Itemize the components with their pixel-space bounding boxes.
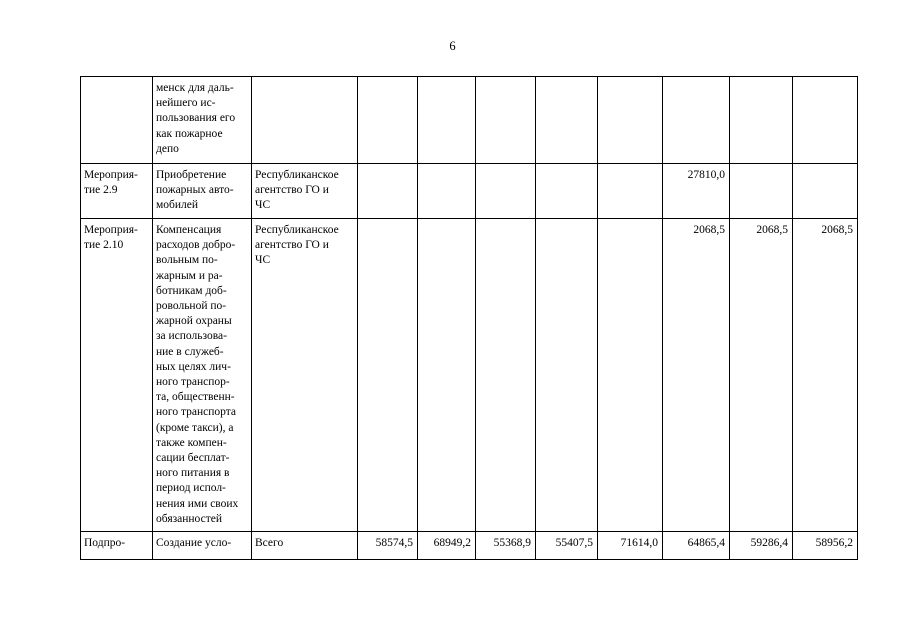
value-cell xyxy=(793,164,858,219)
cell-text-line: (кроме такси), а xyxy=(156,421,234,434)
cell-text-line: депо xyxy=(156,142,179,155)
measure-id-cell xyxy=(81,219,153,532)
cell-text-line: как пожарное xyxy=(156,127,223,140)
value-cell xyxy=(730,164,793,219)
measure-name-cell xyxy=(153,164,252,219)
value-cell: 2068,5 xyxy=(663,219,730,532)
cell-text-line: ного транспор- xyxy=(156,376,230,389)
cell-text-line: тие 2.10 xyxy=(84,239,124,252)
cell-text-line: Подпро- xyxy=(84,537,126,550)
program-table xyxy=(80,76,858,560)
measure-name-cell xyxy=(153,532,252,560)
value-cell: 55368,9 xyxy=(476,532,536,560)
cell-text-line: тие 2.9 xyxy=(84,184,118,197)
value-cell: 59286,4 xyxy=(730,532,793,560)
cell-text-line: ние в служеб- xyxy=(156,345,224,358)
value-cell xyxy=(476,219,536,532)
value-cell xyxy=(476,77,536,164)
value-cell xyxy=(663,77,730,164)
value-cell xyxy=(536,164,598,219)
cell-text-line: нейшего ис- xyxy=(156,97,216,110)
cell-text-line: та, общественн- xyxy=(156,391,235,404)
measure-name-cell xyxy=(153,77,252,164)
measure-id-cell xyxy=(81,164,153,219)
cell-text-line: мобилей xyxy=(156,199,199,212)
value-cell xyxy=(598,77,663,164)
cell-text-line: нения ими своих xyxy=(156,497,239,510)
executor-cell xyxy=(252,219,358,532)
table-row xyxy=(81,77,858,164)
cell-text-line: ботникам доб- xyxy=(156,284,227,297)
cell-text-line: ных целях лич- xyxy=(156,360,231,373)
cell-text-line: расходов добро- xyxy=(156,239,236,252)
executor-cell xyxy=(252,77,358,164)
cell-text-line: вольным по- xyxy=(156,254,218,267)
cell-text-line: ровольной по- xyxy=(156,300,227,313)
cell-text-line: жарной охраны xyxy=(156,315,232,328)
cell-text-line: агентство ГО и xyxy=(255,239,329,252)
value-cell xyxy=(476,164,536,219)
executor-cell xyxy=(252,532,358,560)
page-number: 6 xyxy=(449,39,456,53)
cell-text-line: Мероприя- xyxy=(84,169,138,181)
cell-text-line: пользования его xyxy=(156,112,236,125)
value-cell xyxy=(598,164,663,219)
value-cell xyxy=(536,77,598,164)
cell-text-line: ного питания в xyxy=(156,467,230,480)
value-cell xyxy=(536,219,598,532)
cell-text-line: сации бесплат- xyxy=(156,452,230,465)
cell-text-line: менск для даль- xyxy=(156,82,234,94)
cell-text-line: также компен- xyxy=(156,436,227,449)
cell-text-line: Всего xyxy=(255,537,284,550)
value-cell: 64865,4 xyxy=(663,532,730,560)
value-cell: 58956,2 xyxy=(793,532,858,560)
cell-text-line: обязанностей xyxy=(156,512,222,525)
cell-text-line: Республиканское xyxy=(255,224,339,236)
value-cell xyxy=(418,77,476,164)
value-cell xyxy=(358,219,418,532)
measure-id-cell xyxy=(81,532,153,560)
value-cell: 71614,0 xyxy=(598,532,663,560)
measure-id-cell xyxy=(81,77,153,164)
value-cell: 68949,2 xyxy=(418,532,476,560)
cell-text-line: агентство ГО и xyxy=(255,184,329,197)
value-cell: 27810,0 xyxy=(663,164,730,219)
executor-cell xyxy=(252,164,358,219)
cell-text-line: Мероприя- xyxy=(84,224,138,236)
cell-text-line: Компенсация xyxy=(156,224,222,236)
cell-text-line: пожарных авто- xyxy=(156,184,234,197)
value-cell xyxy=(598,219,663,532)
cell-text-line: Республиканское xyxy=(255,169,339,181)
cell-text-line: Приобретение xyxy=(156,169,227,181)
cell-text-line: за использова- xyxy=(156,330,227,343)
value-cell xyxy=(418,219,476,532)
value-cell xyxy=(730,77,793,164)
value-cell: 2068,5 xyxy=(793,219,858,532)
value-cell: 55407,5 xyxy=(536,532,598,560)
cell-text-line: ЧС xyxy=(255,254,271,267)
value-cell xyxy=(418,164,476,219)
cell-text-line: Создание усло- xyxy=(156,537,232,550)
cell-text-line: период испол- xyxy=(156,482,226,495)
cell-text-line: ного транспорта xyxy=(156,406,237,419)
cell-text-line: жарным и ра- xyxy=(156,269,223,282)
value-cell xyxy=(358,164,418,219)
table-row xyxy=(81,164,858,219)
measure-name-cell xyxy=(153,219,252,532)
cell-text-line: ЧС xyxy=(255,199,271,212)
table-row xyxy=(81,219,858,532)
value-cell: 58574,5 xyxy=(358,532,418,560)
value-cell: 2068,5 xyxy=(730,219,793,532)
value-cell xyxy=(358,77,418,164)
value-cell xyxy=(793,77,858,164)
table-row xyxy=(81,532,858,560)
